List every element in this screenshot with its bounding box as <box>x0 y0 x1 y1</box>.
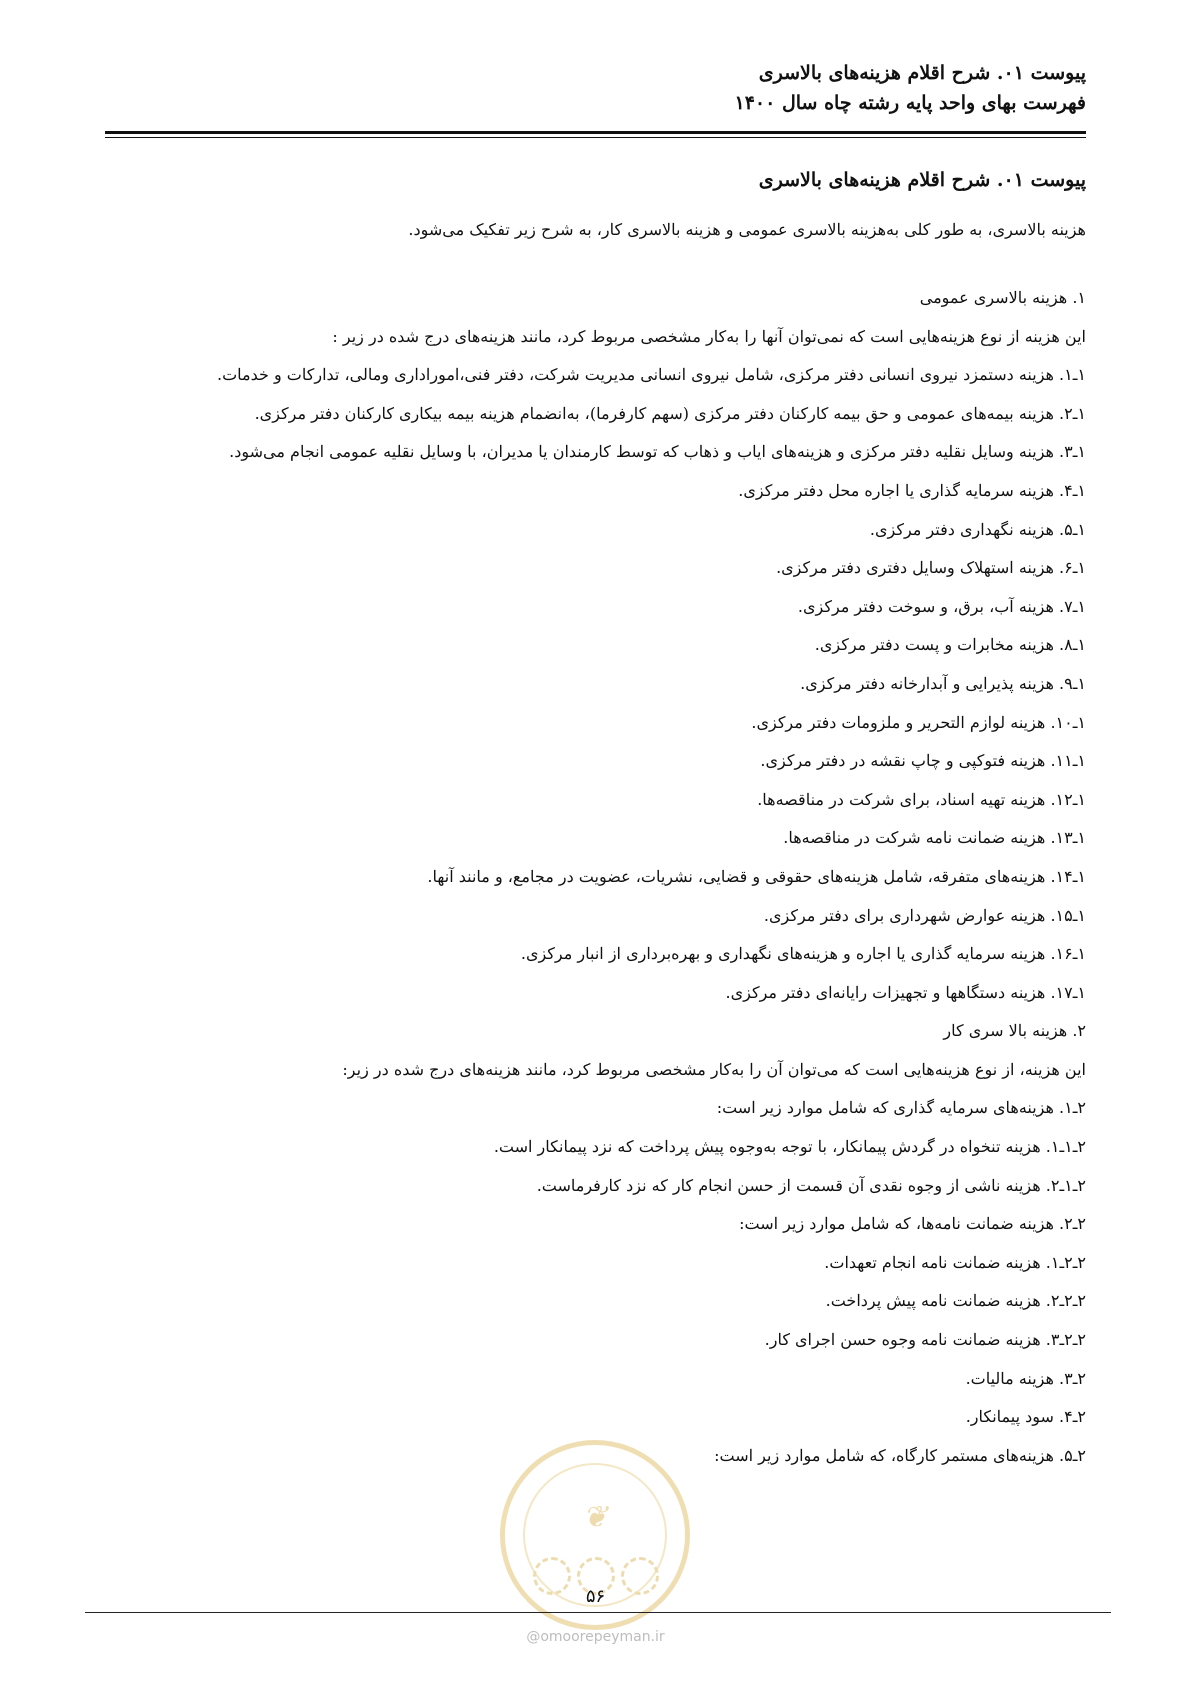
list-item: این هزینه، از نوع هزینه‌هایی است که می‌توان آن را به‌کار مشخصی مربوط کرد، مانند هزینه‌های درج شده در زیر: <box>342 1059 1086 1079</box>
watermark-seal-icon: ❦ <box>500 1440 690 1630</box>
list-item: ۱ـ۴. هزینه سرمایه گذاری یا اجاره محل دفتر مرکزی. <box>738 480 1086 500</box>
section-title: پیوست ۰۱. شرح اقلام هزینه‌های بالاسری <box>758 169 1086 191</box>
list-item: ۲ـ۲. هزینه ضمانت نامه‌ها، که شامل موارد زیر است: <box>739 1214 1086 1234</box>
list-item: ۱ـ۲. هزینه بیمه‌های عمومی و حق بیمه کارکنان دفتر مرکزی (سهم کارفرما)، به‌انضمام هزینه بیمه بیکاری کارکنان دفتر مرکزی. <box>254 403 1086 423</box>
list-item: ۱ـ۱۷. هزینه دستگاهها و تجهیزات رایانه‌ای دفتر مرکزی. <box>725 982 1086 1002</box>
list-item: ۱ـ۱۱. هزینه فتوکپی و چاپ نقشه در دفتر مرکزی. <box>760 751 1086 771</box>
list-item: ۲ـ۱ـ۱. هزینه تنخواه در گردش پیمانکار، با توجه به‌وجوه پیش پرداخت که نزد پیمانکار است. <box>493 1137 1086 1157</box>
list-item: ۱ـ۱۶. هزینه سرمایه گذاری یا اجاره و هزینه‌های نگهداری و بهره‌برداری از انبار مرکزی. <box>520 944 1086 964</box>
list-item: ۱ـ۸. هزینه مخابرات و پست دفتر مرکزی. <box>814 635 1086 655</box>
page-number: ۵۶ <box>585 1586 606 1607</box>
list-item: ۱ـ۱۵. هزینه عوارض شهرداری برای دفتر مرکزی. <box>763 905 1086 925</box>
list-item: ۲ـ۳. هزینه مالیات. <box>965 1368 1086 1388</box>
footer-rule <box>85 1612 1111 1613</box>
header-subtitle: فهرست بهای واحد پایه رشته چاه سال ۱۴۰۰ <box>734 92 1086 114</box>
site-watermark: @omoorepeyman.ir <box>526 1629 665 1645</box>
header-rule-thin <box>105 137 1086 138</box>
list-item: ۱ـ۶. هزینه استهلاک وسایل دفتری دفتر مرکزی. <box>776 558 1086 578</box>
list-item: ۱ـ۱۴. هزینه‌های متفرقه، شامل هزینه‌های حقوقی و قضایی، نشریات، عضویت در مجامع، و مانند آنها. <box>427 866 1086 886</box>
list-item: ۱ـ۷. هزینه آب، برق، و سوخت دفتر مرکزی. <box>797 596 1086 616</box>
list-item: ۲ـ۵. هزینه‌های مستمر کارگاه، که شامل موارد زیر است: <box>714 1445 1086 1465</box>
section-intro: هزینه بالاسری، به طور کلی به‌هزینه بالاسری عمومی و هزینه بالاسری کار، به شرح زیر تفکیک می‌شود. <box>408 220 1086 239</box>
list-item: ۲ـ۴. سود پیمانکار. <box>965 1407 1086 1427</box>
page-header <box>112 58 1086 118</box>
list-item: ۱ـ۱۳. هزینه ضمانت نامه شرکت در مناقصه‌ها. <box>783 828 1086 848</box>
list-item: ۱ـ۱. هزینه دستمزد نیروی انسانی دفتر مرکزی، شامل نیروی انسانی مدیریت شرکت، دفتر فنی،اموراداری ومالی، تدارکات و خدمات. <box>217 365 1086 385</box>
list-item: ۲ـ۱. هزینه‌های سرمایه گذاری که شامل موارد زیر است: <box>716 1098 1086 1118</box>
list-item: ۱ـ۱۲. هزینه تهیه اسناد، برای شرکت در مناقصه‌ها. <box>757 789 1086 809</box>
list-item: ۱ـ۹. هزینه پذیرایی و آبدارخانه دفتر مرکزی. <box>800 673 1086 693</box>
list-item: ۲. هزینه بالا سری کار <box>943 1021 1086 1041</box>
list-item: ۱ـ۵. هزینه نگهداری دفتر مرکزی. <box>869 519 1086 539</box>
document-body <box>140 165 1086 1475</box>
list-item: ۱. هزینه بالاسری عمومی <box>919 288 1086 307</box>
list-item: ۱ـ۳. هزینه وسایل نقلیه دفتر مرکزی و هزینه‌های ایاب و ذهاب که توسط کارمندان یا مدیران، با وسایل نقلیه عمومی انجام می‌شود. <box>229 442 1086 462</box>
list-item: ۲ـ۲ـ۱. هزینه ضمانت نامه انجام تعهدات. <box>824 1252 1086 1272</box>
list-item: ۲ـ۲ـ۲. هزینه ضمانت نامه پیش پرداخت. <box>825 1291 1086 1311</box>
list-item: ۲ـ۱ـ۲. هزینه ناشی از وجوه نقدی آن قسمت از حسن انجام کار که نزد کارفرماست. <box>536 1175 1086 1195</box>
item-list <box>140 279 1086 1475</box>
list-item: ۱ـ۱۰. هزینه لوازم التحریر و ملزومات دفتر مرکزی. <box>751 712 1086 732</box>
list-item: ۲ـ۲ـ۳. هزینه ضمانت نامه وجوه حسن اجرای کار. <box>764 1330 1086 1350</box>
header-rule-thick <box>105 131 1086 134</box>
header-title: پیوست ۰۱. شرح اقلام هزینه‌های بالاسری <box>758 62 1086 84</box>
list-item: این هزینه از نوع هزینه‌هایی است که نمی‌توان آنها را به‌کار مشخصی مربوط کرد، مانند هزینه‌های درج شده در زیر : <box>332 326 1086 346</box>
